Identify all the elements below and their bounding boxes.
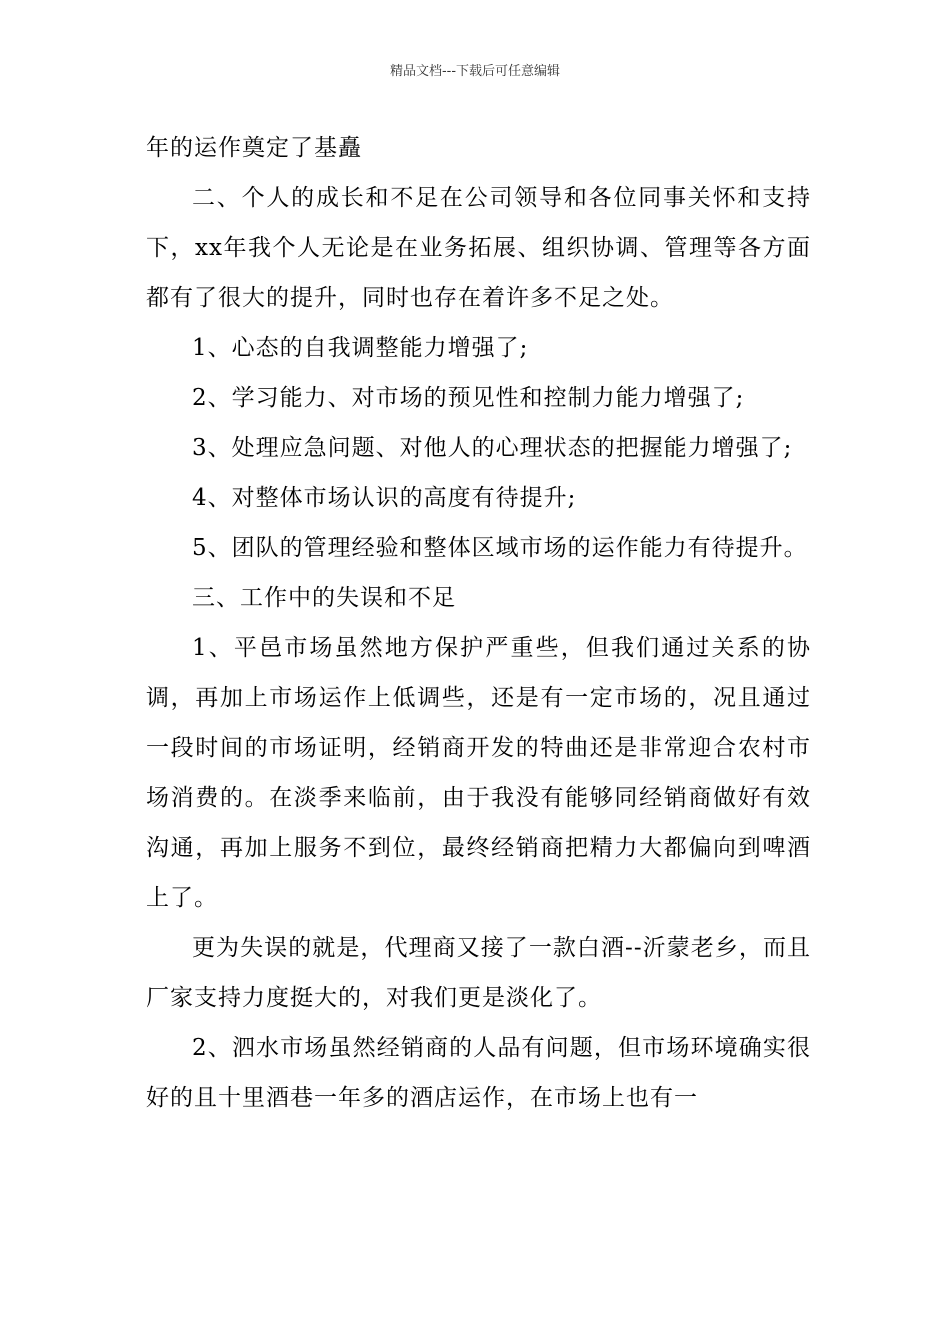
paragraph: 1、心态的自我调整能力增强了; xyxy=(192,335,529,361)
paragraph: 3、处理应急问题、对他人的心理状态的把握能力增强了; xyxy=(192,435,793,461)
paragraph: 更为失误的就是，代理商又接了一款白酒--沂蒙老乡，而且厂家支持力度挺大的，对我们更是淡化了。 xyxy=(146,935,811,1011)
paragraph: 年的运作奠定了基矗 xyxy=(146,135,362,161)
paragraph: 4、对整体市场认识的高度有待提升; xyxy=(192,485,577,511)
paragraph: 三、工作中的失误和不足 xyxy=(192,585,456,611)
paragraph: 二、个人的成长和不足在公司领导和各位同事关怀和支持下，xx年我个人无论是在业务拓展、组织协调、管理等各方面都有了很大的提升，同时也存在着许多不足之处。 xyxy=(146,185,811,311)
paragraph: 1、平邑市场虽然地方保护严重些，但我们通过关系的协调，再加上市场运作上低调些，还是有一定市场的，况且通过一段时间的市场证明，经销商开发的特曲还是非常迎合农村市场消费的。在淡季来临前，由于我没有能够同经销商做好有效沟通，再加上服务不到位，最终经销商把精力大都偏向到啤酒上了。 xyxy=(146,635,811,911)
paragraph: 2、泗水市场虽然经销商的人品有问题，但市场环境确实很好的且十里酒巷一年多的酒店运作，在市场上也有一 xyxy=(146,1035,811,1111)
page-header: 精品文档---下载后可任意编辑 xyxy=(389,64,561,79)
paragraph: 2、学习能力、对市场的预见性和控制力能力增强了; xyxy=(192,385,745,411)
document-body xyxy=(146,123,811,1123)
paragraph: 5、团队的管理经验和整体区域市场的运作能力有待提升。 xyxy=(192,535,808,561)
